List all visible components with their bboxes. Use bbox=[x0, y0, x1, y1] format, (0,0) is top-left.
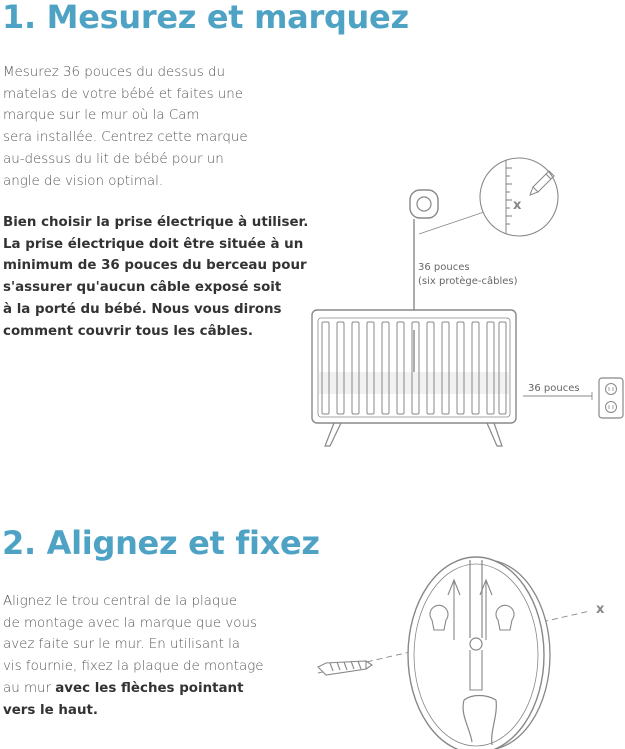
crib-illustration bbox=[312, 158, 623, 446]
text-line: à la porté du bébé. Nous vous dirons bbox=[3, 301, 282, 317]
text-line: Bien choisir la prise électrique à utiliser. bbox=[3, 215, 309, 230]
text-normal: de montage avec la marque que vous bbox=[3, 615, 257, 631]
text-line: s'assurer qu'aucun câble exposé soit bbox=[3, 280, 282, 296]
mounting-plate-illustration bbox=[318, 557, 605, 749]
text-normal: vis fournie, fixez la plaque de montage bbox=[3, 659, 264, 675]
text-line: comment couvrir tous les câbles. bbox=[3, 323, 253, 339]
text-line: sera installée. Centrez cette marque bbox=[3, 130, 248, 146]
text-line: minimum de 36 pouces du berceau pour bbox=[3, 258, 307, 274]
text-line: Mesurez 36 pouces du dessus du bbox=[3, 65, 225, 80]
camera-icon bbox=[410, 190, 438, 218]
magnified-mark-icon bbox=[480, 158, 558, 236]
screw-icon bbox=[318, 661, 372, 675]
text-line: La prise électrique doit être située à un bbox=[3, 236, 304, 252]
wall-mark-label: x bbox=[513, 198, 522, 213]
step2-title: 2. Alignez et fixez bbox=[2, 524, 320, 562]
text-line: au-dessus du lit de bébé pour un bbox=[3, 151, 224, 167]
text-bold: avec les flèches pointant bbox=[55, 680, 244, 696]
height-sublabel: (six protège-câbles) bbox=[418, 276, 518, 287]
text-bold: vers le haut. bbox=[3, 702, 98, 718]
text-line: marque sur le mur où la Cam bbox=[3, 108, 200, 124]
distance-label: 36 pouces bbox=[528, 383, 580, 394]
text-line: angle de vision optimal. bbox=[3, 173, 164, 189]
text-normal: au mur bbox=[3, 680, 56, 696]
outlet-icon bbox=[599, 378, 623, 418]
height-label: 36 pouces bbox=[418, 262, 470, 273]
text-normal: avez faite sur le mur. En utilisant la bbox=[3, 637, 241, 653]
text-normal: Alignez le trou central de la plaque bbox=[3, 594, 238, 609]
text-line: matelas de votre bébé et faites une bbox=[3, 86, 244, 102]
wall-mark-label-2: x bbox=[596, 602, 605, 617]
step1-title: 1. Mesurez et marquez bbox=[2, 0, 409, 36]
